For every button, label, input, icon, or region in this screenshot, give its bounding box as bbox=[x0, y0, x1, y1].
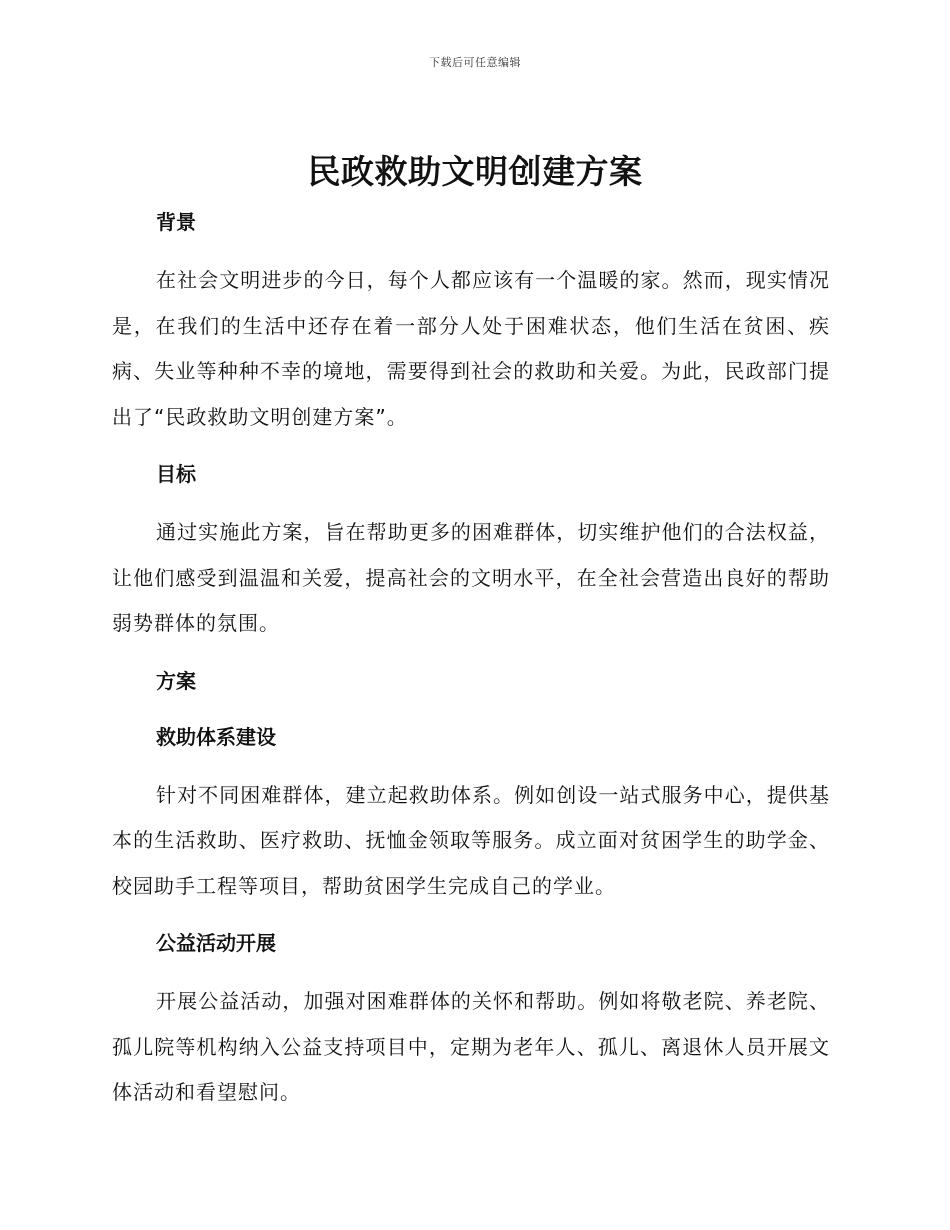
section-paragraph-background: 在社会文明进步的今日，每个人都应该有一个温暖的家。然而，现实情况是，在我们的生活中还存在着一部分人处于困难状态，他们生活在贫困、疾病、失业等种种不幸的境地，需要得到社会的救助和关爱。为此，民政部门提出了“民政救助文明创建方案”。 bbox=[112, 268, 830, 429]
section-heading-public-welfare: 公益活动开展 bbox=[156, 931, 276, 955]
section-heading-relief-system: 救助体系建设 bbox=[156, 724, 276, 749]
document-title: 民政救助文明创建方案 bbox=[307, 152, 643, 191]
document-body bbox=[112, 200, 830, 1116]
section-paragraph-goal: 通过实施此方案，旨在帮助更多的困难群体，切实维护他们的合法权益，让他们感受到温温和关爱，提高社会的文明水平，在全社会营造出良好的帮助弱势群体的氛围。 bbox=[112, 520, 830, 635]
section-heading-background: 背景 bbox=[156, 210, 196, 234]
section-heading-plan: 方案 bbox=[156, 668, 196, 693]
section-paragraph-relief-system: 针对不同困难群体，建立起救助体系。例如创设一站式服务中心，提供基本的生活救助、医疗救助、抚恤金领取等服务。成立面对贫困学生的助学金、校园助手工程等项目，帮助贫困学生完成自己的学业。 bbox=[112, 782, 830, 898]
section-paragraph-public-welfare: 开展公益活动，加强对困难群体的关怀和帮助。例如将敬老院、养老院、孤儿院等机构纳入公益支持项目中，定期为老年人、孤儿、离退休人员开展文体活动和看望慰问。 bbox=[112, 989, 830, 1104]
header-note: 下载后可任意编辑 bbox=[429, 56, 521, 69]
section-heading-goal: 目标 bbox=[156, 462, 196, 486]
